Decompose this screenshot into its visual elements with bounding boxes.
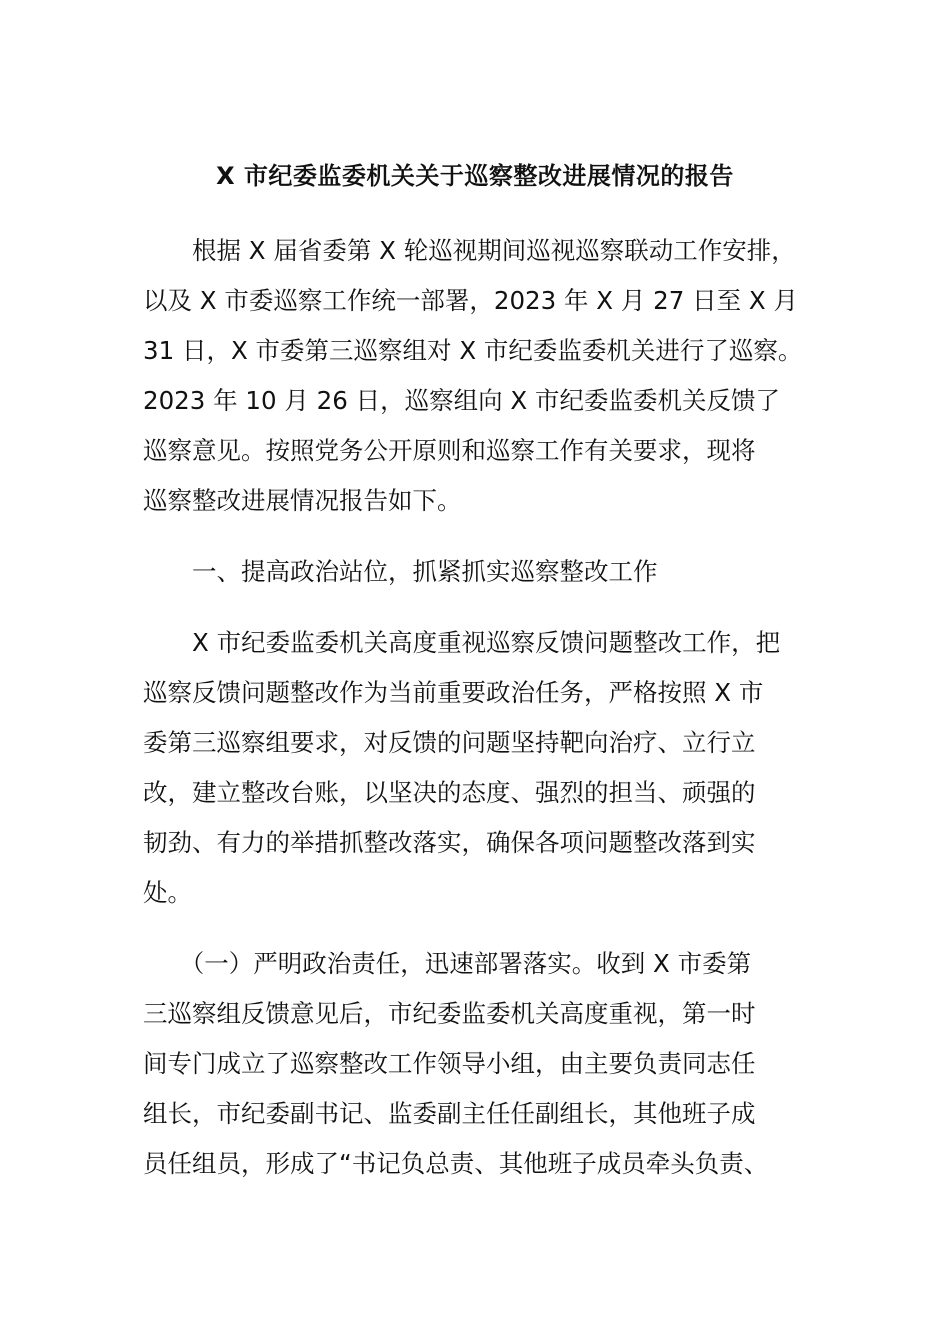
paragraph-line: 韧劲、有力的举措抓整改落实，确保各项问题整改落到实 [143,828,756,857]
paragraph-line: X 市纪委监委机关高度重视巡察反馈问题整改工作，把 [143,628,781,657]
paragraph-line: 委第三巡察组要求，对反馈的问题坚持靶向治疗、立行立 [143,728,756,757]
paragraph-line: 根据 X 届省委第 X 轮巡视期间巡视巡察联动工作安排， [143,236,796,265]
paragraph-line: 间专门成立了巡察整改工作领导小组，由主要负责同志任 [143,1049,756,1078]
paragraph-line: 巡察整改进展情况报告如下。 [143,486,462,515]
paragraph-line: 巡察反馈问题整改作为当前重要政治任务，严格按照 X 市 [143,678,764,707]
paragraph-line: 员任组员，形成了“书记负总责、其他班子成员牵头负责、 [143,1149,769,1178]
section-heading: 一、提高政治站位，抓紧抓实巡察整改工作 [143,557,658,586]
paragraph-line: 2023 年 10 月 26 日，巡察组向 X 市纪委监委机关反馈了 [143,386,780,415]
paragraph-line: 巡察意见。按照党务公开原则和巡察工作有关要求，现将 [143,436,756,465]
paragraph-line: 改，建立整改台账，以坚决的态度、强烈的担当、顽强的 [143,778,756,807]
paragraph-line: 31 日，X 市委第三巡察组对 X 市纪委监委机关进行了巡察。 [143,336,803,365]
paragraph-line: 组长，市纪委副书记、监委副主任任副组长，其他班子成 [143,1099,756,1128]
paragraph-line: （一）严明政治责任，迅速部署落实。收到 X 市委第 [143,949,752,978]
paragraph-line: 以及 X 市委巡察工作统一部署，2023 年 X 月 27 日至 X 月 [143,286,798,315]
paragraph-line: 处。 [143,878,192,907]
paragraph-line: 三巡察组反馈意见后，市纪委监委机关高度重视，第一时 [143,999,756,1028]
document-title: X 市纪委监委机关关于巡察整改进展情况的报告 [216,162,734,190]
